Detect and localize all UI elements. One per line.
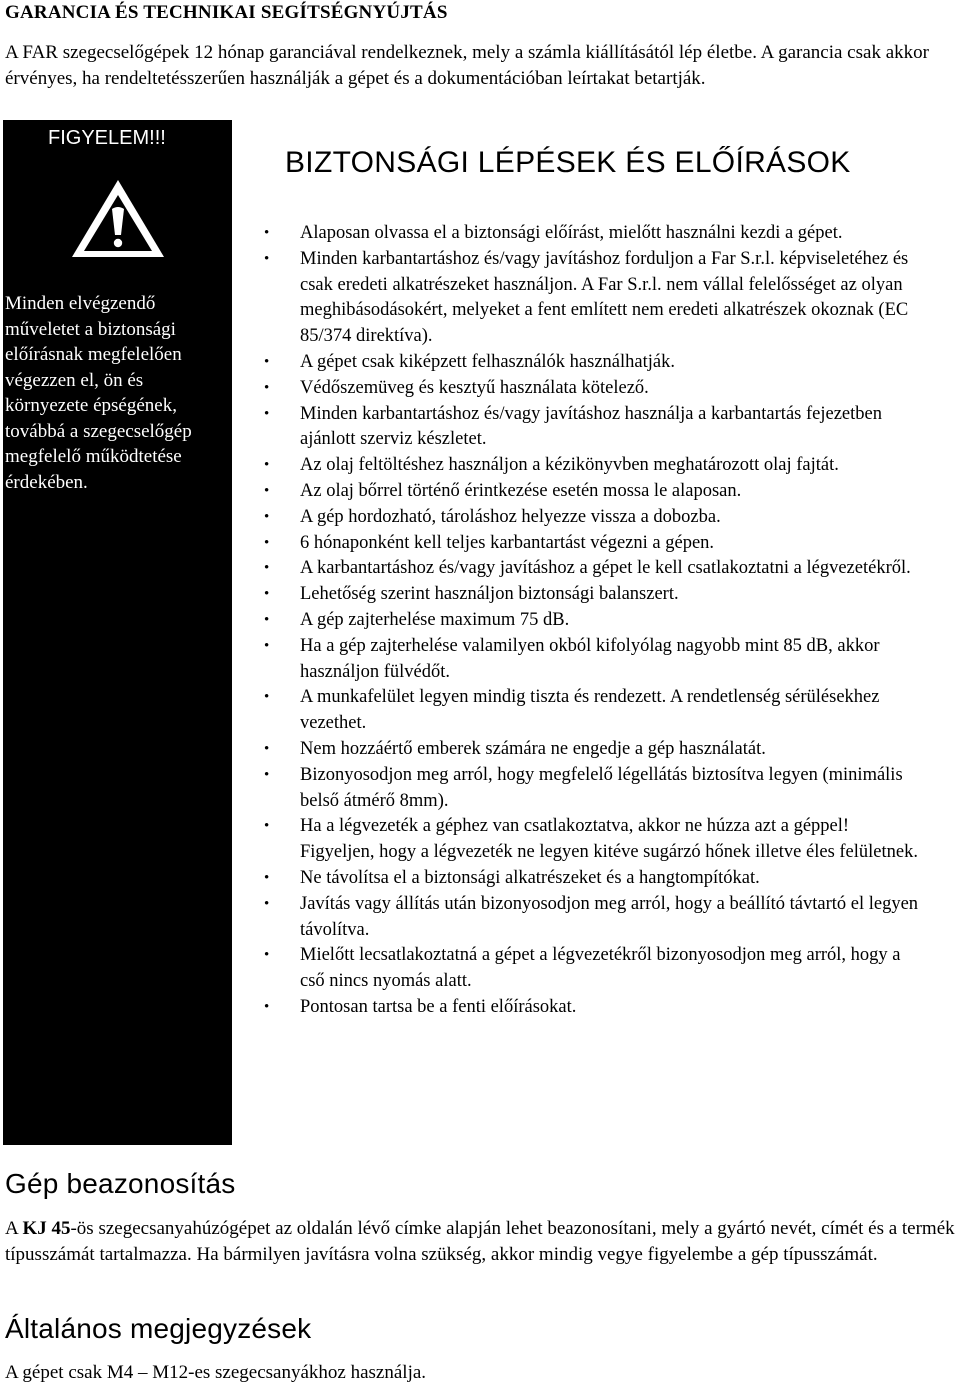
identification-heading: Gép beazonosítás	[5, 1168, 236, 1199]
warning-text-line: Minden elvégzendő	[5, 293, 156, 314]
list-item: • Védőszemüveg és kesztyű használata kötelező.	[262, 376, 922, 402]
warning-text-line: előírásnak megfelelően	[5, 344, 182, 365]
warning-panel	[3, 120, 232, 1145]
list-item: • A gépet csak kiképzett felhasználók használhatják.	[262, 350, 922, 376]
general-text: A gépet csak M4 – M12-es szegecsanyákhoz használja.	[5, 1362, 427, 1383]
model-name: KJ 45	[22, 1218, 71, 1239]
list-item: • Lehetőség szerint használjon biztonsági balanszert.	[262, 582, 922, 608]
list-item: • Az olaj feltöltéshez használjon a kézikönyvben meghatározott olaj fajtát.	[262, 453, 922, 479]
warning-title: FIGYELEM!!!	[48, 127, 166, 149]
list-item: • Minden karbantartáshoz és/vagy javításhoz használja a karbantartás fejezetben ajánlott szerviz készletet.	[262, 402, 922, 454]
list-item: • Pontosan tartsa be a fenti előírásokat.	[262, 995, 922, 1021]
list-item: • Ne távolítsa el a biztonsági alkatrészeket és a hangtompítókat.	[262, 866, 922, 892]
warranty-text: A FAR szegecselőgépek 12 hónap garanciával rendelkeznek, mely a számla kiállításától lép életbe. A garancia csak akkor érvényes, ha rendeltetésszerűen használják a gépet és a dokumentációban leírtakat betartják.	[5, 42, 929, 89]
list-item: • Mielőtt lecsatlakoztatná a gépet a légvezetékről bizonyosodjon meg arról, hogy a cső nincs nyomás alatt.	[262, 943, 922, 995]
warning-text	[5, 291, 230, 495]
list-item: • A karbantartáshoz és/vagy javításhoz a gépet le kell csatlakoztatni a légvezetékről.	[262, 556, 922, 582]
warning-text-line: környezete épségének,	[5, 395, 177, 416]
safety-title: BIZTONSÁGI LÉPÉSEK ÉS ELŐÍRÁSOK	[285, 146, 851, 179]
list-item: • 6 hónaponként kell teljes karbantartást végezni a gépen.	[262, 531, 922, 557]
warning-text-line: végezzen el, ön és	[5, 369, 144, 391]
list-item: • Javítás vagy állítás után bizonyosodjon meg arról, hogy a beállító távtartó el legyen távolítva.	[262, 892, 922, 944]
list-item: • A munkafelület legyen mindig tiszta és rendezett. A rendetlenség sérülésekhez vezethet.	[262, 685, 922, 737]
warning-text-line: továbbá a szegecselőgép	[5, 420, 192, 442]
warning-text-line: műveletet a biztonsági	[5, 318, 176, 340]
list-item: • A gép zajterhelése maximum 75 dB.	[262, 608, 922, 634]
identification-text	[5, 1216, 960, 1268]
identification-body: -ös szegecsanyahúzógépet az oldalán lévő címke alapján lehet beazonosítani, mely a gyártó nevét, címét és a termék típusszámát tartalmazza. Ha bármilyen javításra volna szükség, akkor mindig vegye figyelembe a gép típusszámát.	[5, 1218, 955, 1265]
list-item: • Alaposan olvassa el a biztonsági előírást, mielőtt használni kezdi a gépet.	[262, 221, 922, 247]
list-item: • Ha a légvezeték a géphez van csatlakoztatva, akkor ne húzza azt a géppel! Figyeljen, hogy a légvezeték ne legyen kitéve sugárzó hőnek illetve éles felületnek.	[262, 814, 922, 866]
safety-list	[262, 221, 922, 1021]
list-item: • Nem hozzáértő emberek számára ne engedje a gép használatát.	[262, 737, 922, 763]
warning-text-line: megfelelő működtetése	[5, 446, 182, 467]
identification-prefix: A	[5, 1218, 23, 1239]
list-item: • Bizonyosodjon meg arról, hogy megfelelő légellátás biztosítva legyen (minimális belső átmérő 8mm).	[262, 763, 922, 815]
list-item: • Ha a gép zajterhelése valamilyen okból kifolyólag nagyobb mint 85 dB, akkor használjon fülvédőt.	[262, 634, 922, 686]
warranty-heading: GARANCIA ÉS TECHNIKAI SEGÍTSÉGNYÚJTÁS	[5, 2, 448, 23]
general-heading: Általános megjegyzések	[5, 1313, 312, 1344]
warning-text-line: érdekében.	[5, 471, 88, 493]
list-item: • A gép hordozható, tároláshoz helyezze vissza a dobozba.	[262, 505, 922, 531]
list-item: • Az olaj bőrrel történő érintkezése esetén mossa le alaposan.	[262, 479, 922, 505]
list-item: • Minden karbantartáshoz és/vagy javításhoz forduljon a Far S.r.l. képviseletéhez és csak eredeti alkatrészeket használjon. A Far S.r.l. nem vállal felelősséget az olyan meghibásodásokért, melyeket a fent említett nem eredeti alkatrészek okoznak (EC 85/374 direktíva).	[262, 247, 922, 350]
warning-triangle-icon	[69, 177, 167, 259]
